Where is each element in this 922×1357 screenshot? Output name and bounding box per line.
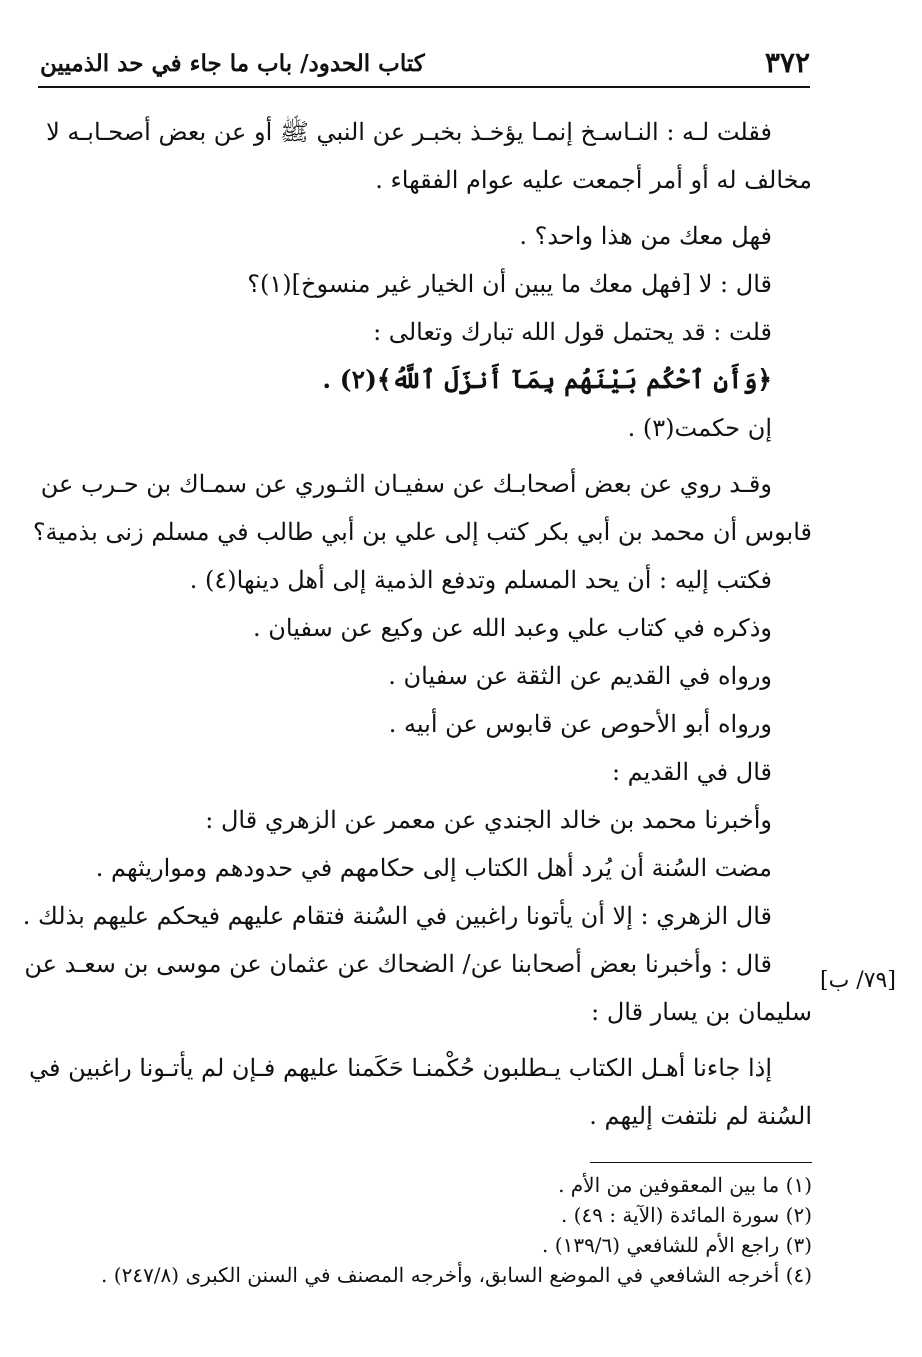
running-title: كتاب الحدود/ باب ما جاء في حد الذميين [40, 50, 425, 77]
manuscript-folio-note: [٧٩/ ب] [820, 968, 896, 993]
paragraph-13: مضت السُنة أن يُرد أهل الكتاب إلى حكامهم في حدودهم ومواريثهم . [95, 854, 772, 882]
text-line: مخالف له أو أمر أجمعت عليه عوام الفقهاء . [375, 166, 812, 194]
main-text [22, 108, 812, 1140]
text-line: السُنة لم نلتفت إليهم . [589, 1102, 812, 1130]
paragraph-14: قال الزهري : إلا أن يأتونا راغبين في السُنة فتقام عليهم فيحكم عليهم بذلك . [22, 902, 772, 930]
paragraph-11: قال في القديم : [611, 758, 772, 786]
footnote-divider [590, 1162, 812, 1163]
paragraph-8: وذكره في كتاب علي وعبد الله عن وكيع عن سفيان . [253, 614, 772, 642]
paragraph-16 [29, 1044, 812, 1140]
footnote: (٣) راجع الأم للشافعي (١٣٩/٦) . [542, 1233, 812, 1257]
paragraph-3: قال : لا [فهل معك ما يبين أن الخيار غير منسوخ](١)؟ [247, 270, 772, 298]
text-line: قابوس أن محمد بن أبي بكر كتب إلى علي بن أبي طالب في مسلم زنى بذمية؟ [32, 518, 812, 546]
paragraph-4: قلت : قد يحتمل قول الله تبارك وتعالى : [373, 318, 772, 346]
quran-verse: ﴿وَأَنِ ٱحْكُم بَيْنَهُم بِمَآ أَنزَلَ ٱللَّهُ﴾(٢) . [322, 365, 772, 394]
footnote: (٢) سورة المائدة (الآية : ٤٩) . [560, 1203, 812, 1227]
paragraph-10: ورواه أبو الأحوص عن قابوس عن أبيه . [388, 710, 772, 738]
text-line: إذا جاءنا أهـل الكتاب يـطلبون حُكْمنـا حَكَمنا عليهم فـإن لم يأتـونا راغبين في [29, 1054, 772, 1082]
paragraph-15 [24, 940, 812, 1036]
footnote: (٤) أخرجه الشافعي في الموضع السابق، وأخرجه المصنف في السنن الكبرى (٢٤٧/٨) . [101, 1263, 812, 1287]
paragraph-5: إن حكمت(٣) . [627, 414, 772, 442]
paragraph-9: ورواه في القديم عن الثقة عن سفيان . [388, 662, 772, 690]
paragraph-12: وأخبرنا محمد بن خالد الجندي عن معمر عن الزهري قال : [205, 806, 772, 834]
footnote: (١) ما بين المعقوفين من الأم . [558, 1173, 812, 1197]
footnotes [101, 1170, 812, 1290]
paragraph-6 [32, 460, 812, 556]
paragraph-7: فكتب إليه : أن يحد المسلم وتدفع الذمية إلى أهل دينها(٤) . [189, 566, 772, 594]
paragraph-2: فهل معك من هذا واحد؟ . [519, 222, 772, 250]
page-number: ٣٧٢ [764, 46, 810, 79]
header-divider [38, 86, 810, 88]
page-header [40, 44, 810, 84]
text-line: سليمان بن يسار قال : [591, 998, 812, 1026]
text-line: فقلت لـه : النـاسـخ إنمـا يؤخـذ بخبـر عن النبي ﷺ أو عن بعض أصحـابـه لا [46, 118, 772, 146]
text-line: قال : وأخبرنا بعض أصحابنا عن/ الضحاك عن عثمان عن موسى بن سعـد عن [24, 950, 772, 978]
text-line: وقـد روي عن بعض أصحابـك عن سفيـان الثـوري عن سمـاك بن حـرب عن [40, 470, 772, 498]
paragraph-1 [44, 108, 812, 204]
